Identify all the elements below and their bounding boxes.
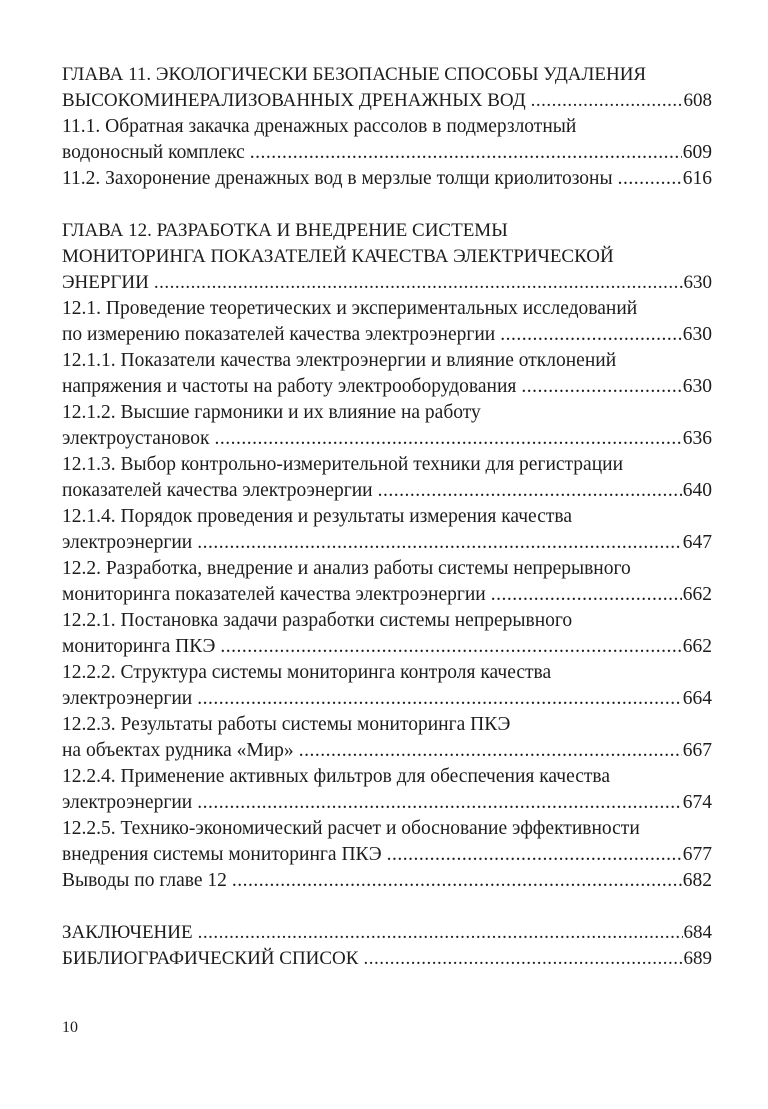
toc-entry-title: 12.2.2. Структура системы мониторинга контроля качества (62, 662, 552, 683)
toc-entry-title: 11.1. Обратная закачка дренажных рассолов в подмерзлотный (62, 116, 577, 137)
toc-entry-title: 12.1.3. Выбор контрольно-измерительной техники для регистрации (62, 454, 624, 475)
dot-leader (521, 374, 681, 400)
toc-entry-title: 12.2.3. Результаты работы системы мониторинга ПКЭ (62, 714, 511, 735)
toc-line (62, 764, 712, 790)
toc-entry-title: на объектах рудника «Мир» (62, 740, 294, 761)
toc-entry-title: мониторинга показателей качества электроэнергии (62, 584, 486, 605)
toc-line (62, 712, 712, 738)
page-number: 10 (62, 1019, 78, 1036)
toc-page-number: 640 (682, 480, 712, 501)
toc-entry-section (62, 400, 712, 452)
toc-line (62, 270, 712, 296)
toc-line (62, 296, 712, 322)
toc-line (62, 790, 712, 816)
toc-entry-section (62, 816, 712, 868)
dot-leader (250, 140, 682, 166)
toc-page-number: 664 (682, 688, 712, 709)
toc-entry-section (62, 348, 712, 400)
toc-page-number: 608 (683, 90, 712, 111)
toc-entry-chapter (62, 218, 712, 296)
toc-entry-title: 12.1.2. Высшие гармоники и их влияние на работу (62, 402, 481, 423)
toc-entry-title: электроэнергии (62, 792, 193, 813)
dot-leader (378, 478, 682, 504)
toc-entry-title: 12.1. Проведение теоретических и экспериментальных исследований (62, 298, 638, 319)
toc-line (62, 504, 712, 530)
toc-line (62, 582, 712, 608)
toc-line (62, 348, 712, 374)
toc-entry-title: мониторинга ПКЭ (62, 636, 216, 657)
toc-entry-title: 12.2.5. Технико-экономический расчет и обоснование эффективности (62, 818, 640, 839)
toc-line (62, 530, 712, 556)
toc-entry-title: электроэнергии (62, 532, 193, 553)
toc-line (62, 452, 712, 478)
dot-leader (198, 920, 683, 946)
toc-page-number: 684 (683, 922, 712, 943)
toc-entry-title: 12.1.1. Показатели качества электроэнергии и влияние отклонений (62, 350, 617, 371)
dot-leader (232, 868, 682, 894)
toc-line (62, 634, 712, 660)
toc-entry-title: показателей качества электроэнергии (62, 480, 373, 501)
toc-entry-section (62, 660, 712, 712)
toc-line (62, 946, 712, 972)
toc-line (62, 322, 712, 348)
toc-entry-title: ЗАКЛЮЧЕНИЕ (62, 922, 193, 943)
toc-page-number: 630 (682, 324, 712, 345)
dot-leader (299, 738, 682, 764)
toc-line (62, 868, 712, 894)
toc-entry-title: 12.1.4. Порядок проведения и результаты измерения качества (62, 506, 572, 527)
toc-line (62, 816, 712, 842)
dot-leader (154, 270, 683, 296)
toc-entry-title: ЭНЕРГИИ (62, 272, 149, 293)
toc-line (62, 608, 712, 634)
toc-line (62, 374, 712, 400)
toc-line (62, 218, 712, 244)
toc-entry-section (62, 712, 712, 764)
dot-leader (214, 426, 681, 452)
dot-leader (500, 322, 682, 348)
toc-entry-chapter (62, 62, 712, 114)
toc-line (62, 166, 712, 192)
toc-entry-title: БИБЛИОГРАФИЧЕСКИЙ СПИСОК (62, 948, 359, 969)
toc-entry-chapter (62, 946, 712, 972)
dot-leader (220, 634, 681, 660)
toc-line (62, 114, 712, 140)
toc-gap (62, 192, 712, 218)
table-of-contents (62, 62, 712, 972)
toc-entry-section (62, 608, 712, 660)
toc-entry-title: электроустановок (62, 428, 210, 449)
toc-line (62, 62, 712, 88)
toc-line (62, 738, 712, 764)
toc-page-number: 636 (682, 428, 712, 449)
toc-entry-title: внедрения системы мониторинга ПКЭ (62, 844, 382, 865)
toc-page-number: 674 (682, 792, 712, 813)
toc-entry-title: 11.2. Захоронение дренажных вод в мерзлые толщи криолитозоны (62, 168, 613, 189)
toc-entry-title: ГЛАВА 12. РАЗРАБОТКА И ВНЕДРЕНИЕ СИСТЕМЫ (62, 220, 508, 241)
dot-leader (491, 582, 682, 608)
toc-line (62, 478, 712, 504)
dot-leader (618, 166, 682, 192)
toc-entry-title: 12.2.1. Постановка задачи разработки системы непрерывного (62, 610, 573, 631)
toc-entry-chapter (62, 920, 712, 946)
toc-page-number: 682 (682, 870, 712, 891)
toc-entry-title: 12.2.4. Применение активных фильтров для обеспечения качества (62, 766, 611, 787)
toc-gap (62, 894, 712, 920)
dot-leader (363, 946, 682, 972)
toc-entry-section (62, 296, 712, 348)
toc-page-number: 689 (683, 948, 712, 969)
toc-entry-section (62, 166, 712, 192)
toc-line (62, 400, 712, 426)
toc-page-number: 677 (682, 844, 712, 865)
toc-entry-section (62, 556, 712, 608)
toc-page-number: 667 (682, 740, 712, 761)
toc-entry-title: 12.2. Разработка, внедрение и анализ работы системы непрерывного (62, 558, 631, 579)
toc-line (62, 556, 712, 582)
toc-entry-title: напряжения и частоты на работу электрооборудования (62, 376, 517, 397)
toc-entry-section (62, 452, 712, 504)
dot-leader (197, 530, 682, 556)
toc-page-number: 647 (682, 532, 712, 553)
toc-entry-title: МОНИТОРИНГА ПОКАЗАТЕЛЕЙ КАЧЕСТВА ЭЛЕКТРИЧЕСКОЙ (62, 246, 614, 267)
toc-line (62, 660, 712, 686)
toc-entry-title: водоносный комплекс (62, 142, 245, 163)
toc-page-number: 662 (682, 636, 712, 657)
toc-entry-section (62, 504, 712, 556)
toc-entry-title: ГЛАВА 11. ЭКОЛОГИЧЕСКИ БЕЗОПАСНЫЕ СПОСОБЫ УДАЛЕНИЯ (62, 64, 647, 85)
toc-page-number: 616 (682, 168, 712, 189)
toc-line (62, 88, 712, 114)
toc-page-number: 630 (683, 272, 712, 293)
toc-entry-section (62, 114, 712, 166)
toc-line (62, 686, 712, 712)
toc-entry-title: по измерению показателей качества электроэнергии (62, 324, 496, 345)
dot-leader (197, 686, 682, 712)
toc-entry-title: электроэнергии (62, 688, 193, 709)
toc-page-number: 609 (682, 142, 712, 163)
toc-line (62, 920, 712, 946)
toc-entry-section (62, 764, 712, 816)
dot-leader (531, 88, 683, 114)
dot-leader (197, 790, 682, 816)
toc-entry-title: Выводы по главе 12 (62, 870, 227, 891)
toc-page-number: 662 (682, 584, 712, 605)
toc-line (62, 426, 712, 452)
toc-line (62, 244, 712, 270)
toc-line (62, 842, 712, 868)
toc-line (62, 140, 712, 166)
dot-leader (387, 842, 682, 868)
toc-entry-title: ВЫСОКОМИНЕРАЛИЗОВАННЫХ ДРЕНАЖНЫХ ВОД (62, 90, 526, 111)
toc-entry-section (62, 868, 712, 894)
toc-page-number: 630 (682, 376, 712, 397)
